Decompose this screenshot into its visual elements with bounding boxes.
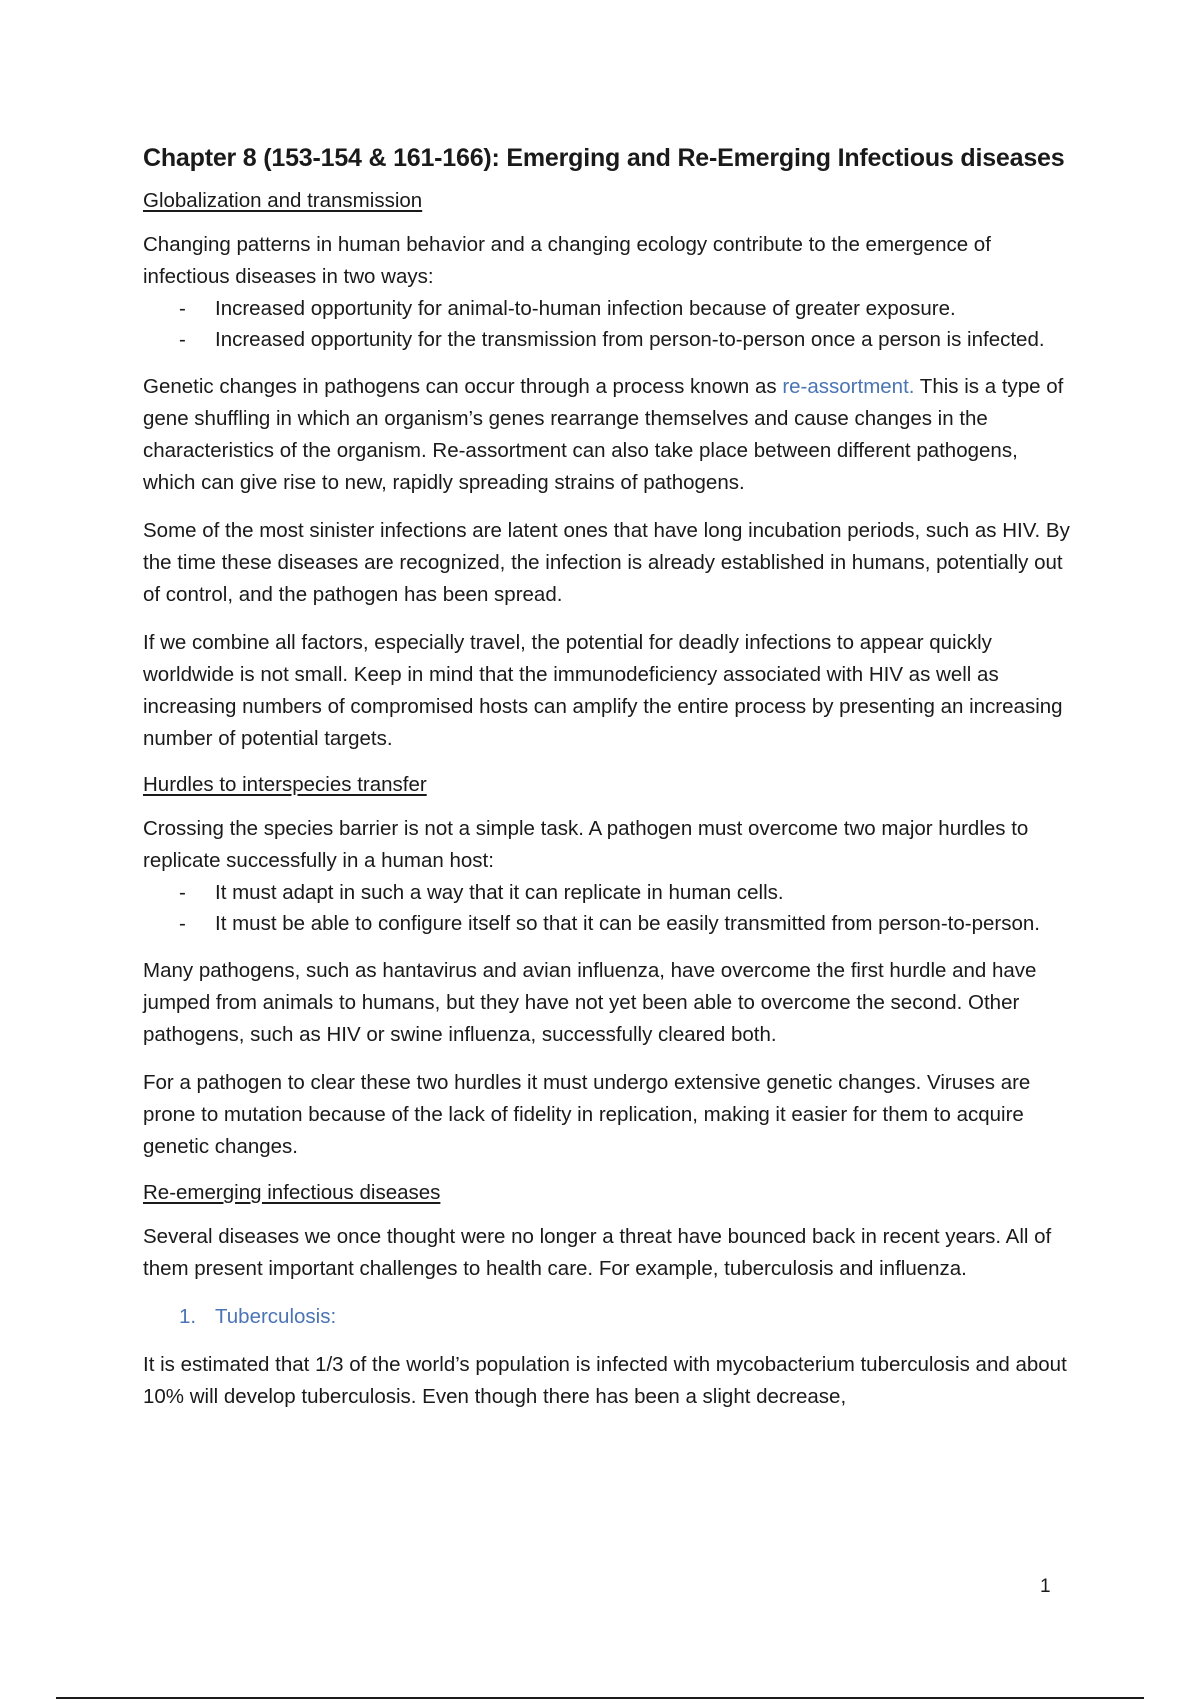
- section-heading-reemerging: Re-emerging infectious diseases: [143, 1181, 441, 1204]
- paragraph-tuberculosis: It is estimated that 1/3 of the world’s population is infected with mycobacterium tuberculosis and about 10% will develop tuberculosis. Even though there has been a slight decrease,: [143, 1353, 1067, 1408]
- dash-bullet-icon: -: [179, 297, 186, 320]
- list-number: 1.: [179, 1305, 197, 1328]
- list-item-text: Increased opportunity for animal-to-human infection because of greater exposure.: [215, 297, 956, 320]
- section-heading-globalization: Globalization and transmission: [143, 189, 423, 212]
- list-item: [179, 324, 1073, 355]
- page-divider: [56, 1697, 1144, 1699]
- paragraph-several-diseases: Several diseases we once thought were no longer a threat have bounced back in recent years. All of them present important challenges to health care. For example, tuberculosis and influenza.: [143, 1225, 1052, 1280]
- reassortment-term: re-assortment.: [782, 375, 915, 398]
- section-heading-hurdles: Hurdles to interspecies transfer: [143, 773, 427, 796]
- paragraph-species-barrier: Crossing the species barrier is not a simple task. A pathogen must overcome two major hurdles to replicate successfully in a human host:: [143, 817, 1029, 872]
- list-item-text: It must be able to configure itself so that it can be easily transmitted from person-to-person.: [215, 912, 1040, 935]
- numbered-heading-label: Tuberculosis:: [215, 1305, 337, 1328]
- page-number: 1: [1040, 1576, 1051, 1597]
- paragraph-many-pathogens: Many pathogens, such as hantavirus and avian influenza, have overcome the first hurdle and have jumped from animals to humans, but they have not yet been able to overcome the second. Other pathogens, such as HIV or swine influenza, successfully cleared both.: [143, 959, 1037, 1046]
- paragraph-changing-patterns: Changing patterns in human behavior and a changing ecology contribute to the emergence of infectious diseases in two ways:: [143, 233, 991, 288]
- genetic-text-post: This is a type of gene shuffling in which an organism’s genes rearrange themselves and cause changes in the characteristics of the organism. Re-assortment can also take place between different pathogens, which can give rise to new, rapidly spreading strains of pathogens.: [143, 375, 1064, 494]
- numbered-heading-tuberculosis: [179, 1301, 1073, 1333]
- list-item: [179, 877, 1073, 908]
- chapter-title: Chapter 8 (153-154 & 161-166): Emerging and Re-Emerging Infectious diseases: [143, 144, 1065, 172]
- dash-bullet-icon: -: [179, 328, 186, 351]
- document-page: [143, 143, 1073, 1429]
- bullet-list-hurdles: [143, 877, 1073, 939]
- list-item: [179, 293, 1073, 324]
- paragraph-latent-infections: Some of the most sinister infections are latent ones that have long incubation periods, such as HIV. By the time these diseases are recognized, the infection is already established in humans, potentially out of control, and the pathogen has been spread.: [143, 519, 1070, 606]
- paragraph-clear-hurdles: For a pathogen to clear these two hurdles it must undergo extensive genetic changes. Viruses are prone to mutation because of the lack of fidelity in replication, making it easier for them to acquire genetic changes.: [143, 1071, 1031, 1158]
- dash-bullet-icon: -: [179, 912, 186, 935]
- list-item: [179, 908, 1073, 939]
- paragraph-genetic-changes: [143, 371, 1073, 499]
- list-item-text: Increased opportunity for the transmission from person-to-person once a person is infected.: [215, 328, 1045, 351]
- genetic-text-pre: Genetic changes in pathogens can occur through a process known as: [143, 375, 783, 398]
- paragraph-combine-factors: If we combine all factors, especially travel, the potential for deadly infections to appear quickly worldwide is not small. Keep in mind that the immunodeficiency associated with HIV as well as increasing numbers of compromised hosts can amplify the entire process by presenting an increasing number of potential targets.: [143, 631, 1063, 750]
- bullet-list-ways: [143, 293, 1073, 355]
- list-item-text: It must adapt in such a way that it can replicate in human cells.: [215, 881, 784, 904]
- dash-bullet-icon: -: [179, 881, 186, 904]
